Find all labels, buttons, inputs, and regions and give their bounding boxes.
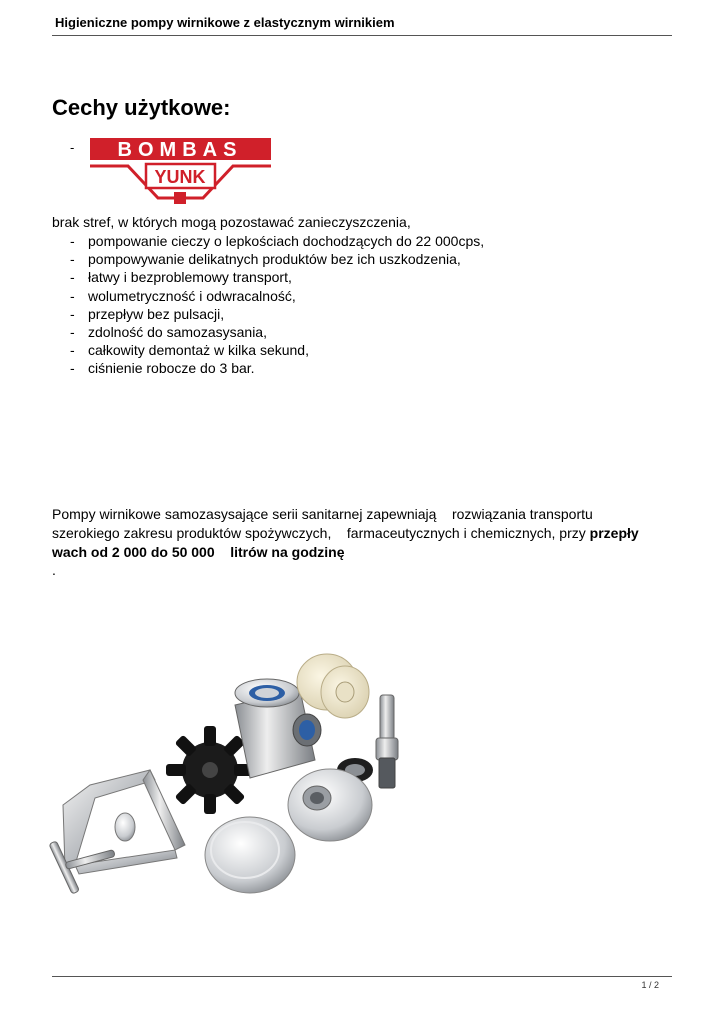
header-divider (52, 35, 672, 36)
list-item: - ciśnienie robocze do 3 bar. (70, 360, 255, 377)
logo-bottom-text: YUNK (154, 167, 206, 187)
list-item: - wolumetryczność i odwracalność, (70, 287, 296, 304)
list-item: - pompowywanie delikatnych produktów bez ich uszkodzenia, (70, 251, 461, 268)
description-paragraph (52, 505, 677, 562)
list-item: - przepływ bez pulsacji, (70, 305, 225, 322)
logo-top-text: BOMBAS (117, 139, 243, 161)
section-title: Cechy użytkowe: (52, 95, 231, 120)
footer-divider (52, 976, 672, 977)
document-header-title: Higieniczne pompy wirnikowe z elastycznym wirnikiem (55, 15, 395, 30)
paragraph-line: szerokiego zakresu produktów spożywczych, farmaceutycznych i chemicznych, przy (52, 525, 586, 541)
list-item: - zdolność do samozasysania, (70, 324, 267, 341)
paragraph-bold: wach od 2 000 do 50 000 litrów na godzinę (52, 544, 345, 560)
list-item: - łatwy i bezproblemowy transport, (70, 269, 292, 286)
period: . (52, 562, 56, 578)
logo-dash: - (70, 140, 75, 155)
list-item: - pompowanie cieczy o lepkościach dochodzących do 22 000cps, (70, 233, 485, 249)
pump-parts-exploded-image (45, 630, 425, 910)
bombas-yunk-logo (88, 136, 273, 208)
list-item: - całkowity demontaż w kilka sekund, (70, 342, 309, 359)
logo-row (70, 136, 290, 216)
paragraph-line: Pompy wirnikowe samozasysające serii sanitarnej zapewniają rozwiązania transportu (52, 506, 593, 522)
paragraph-bold: przepły (589, 525, 639, 541)
intro-line: brak stref, w których mogą pozostawać zanieczyszczenia, (52, 214, 411, 230)
feature-list (70, 232, 484, 378)
page-number: 1 / 2 (641, 980, 659, 990)
